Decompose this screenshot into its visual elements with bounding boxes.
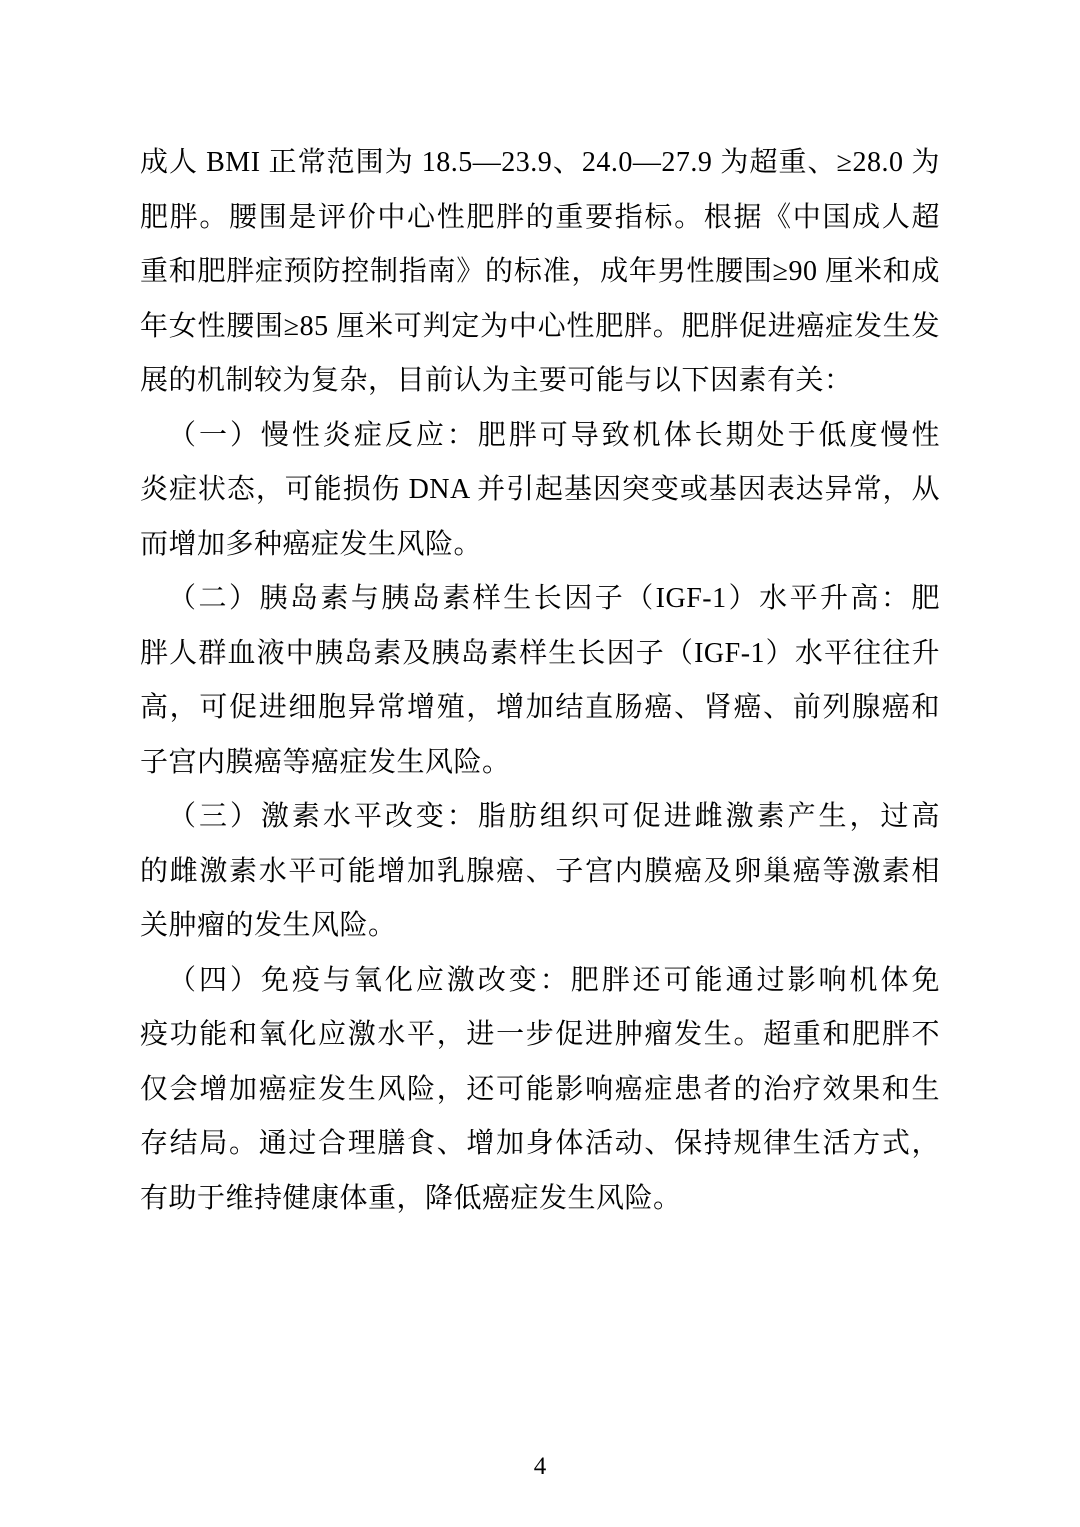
text-line: 展的机制较为复杂，目前认为主要可能与以下因素有关： (140, 365, 853, 396)
text-line: 关肿瘤的发生风险。 (140, 910, 397, 941)
text-line: 高，可促进细胞异常增殖，增加结直肠癌、肾癌、前列腺癌和 (140, 692, 940, 723)
text-line: 炎症状态，可能损伤 DNA 并引起基因突变或基因表达异常，从 (140, 474, 940, 505)
text-line: 仅会增加癌症发生风险，还可能影响癌症患者的治疗效果和生 (140, 1073, 940, 1105)
text-line: （三）激素水平改变：脂肪组织可促进雌激素产生，过高 (168, 801, 940, 832)
text-line: （一）慢性炎症反应：肥胖可导致机体长期处于低度慢性 (168, 419, 940, 451)
body-text (140, 136, 940, 1226)
text-line: 重和肥胖症预防控制指南》的标准，成年男性腰围≥90 厘米和成 (140, 256, 940, 287)
page-number: 4 (533, 1453, 547, 1480)
text-line: 年女性腰围≥85 厘米可判定为中心性肥胖。肥胖促进癌症发生发 (140, 310, 940, 342)
text-line: 肥胖。腰围是评价中心性肥胖的重要指标。根据《中国成人超 (140, 201, 940, 233)
text-line: 疫功能和氧化应激水平，进一步促进肿瘤发生。超重和肥胖不 (140, 1019, 940, 1050)
text-line: 存结局。通过合理膳食、增加身体活动、保持规律生活方式， (140, 1128, 940, 1159)
text-line: 子宫内膜癌等癌症发生风险。 (140, 746, 511, 778)
text-line: 而增加多种癌症发生风险。 (140, 528, 483, 560)
text-line: （四）免疫与氧化应激改变：肥胖还可能通过影响机体免 (168, 964, 940, 996)
text-line: （二）胰岛素与胰岛素样生长因子（IGF-1）水平升高：肥 (168, 583, 940, 614)
text-line: 的雌激素水平可能增加乳腺癌、子宫内膜癌及卵巢癌等激素相 (140, 855, 940, 887)
text-line: 胖人群血液中胰岛素及胰岛素样生长因子（IGF-1）水平往往升 (140, 637, 940, 669)
text-line: 成人 BMI 正常范围为 18.5—23.9、24.0—27.9 为超重、≥28.0 为 (140, 147, 940, 178)
text-line: 有助于维持健康体重，降低癌症发生风险。 (140, 1182, 682, 1214)
